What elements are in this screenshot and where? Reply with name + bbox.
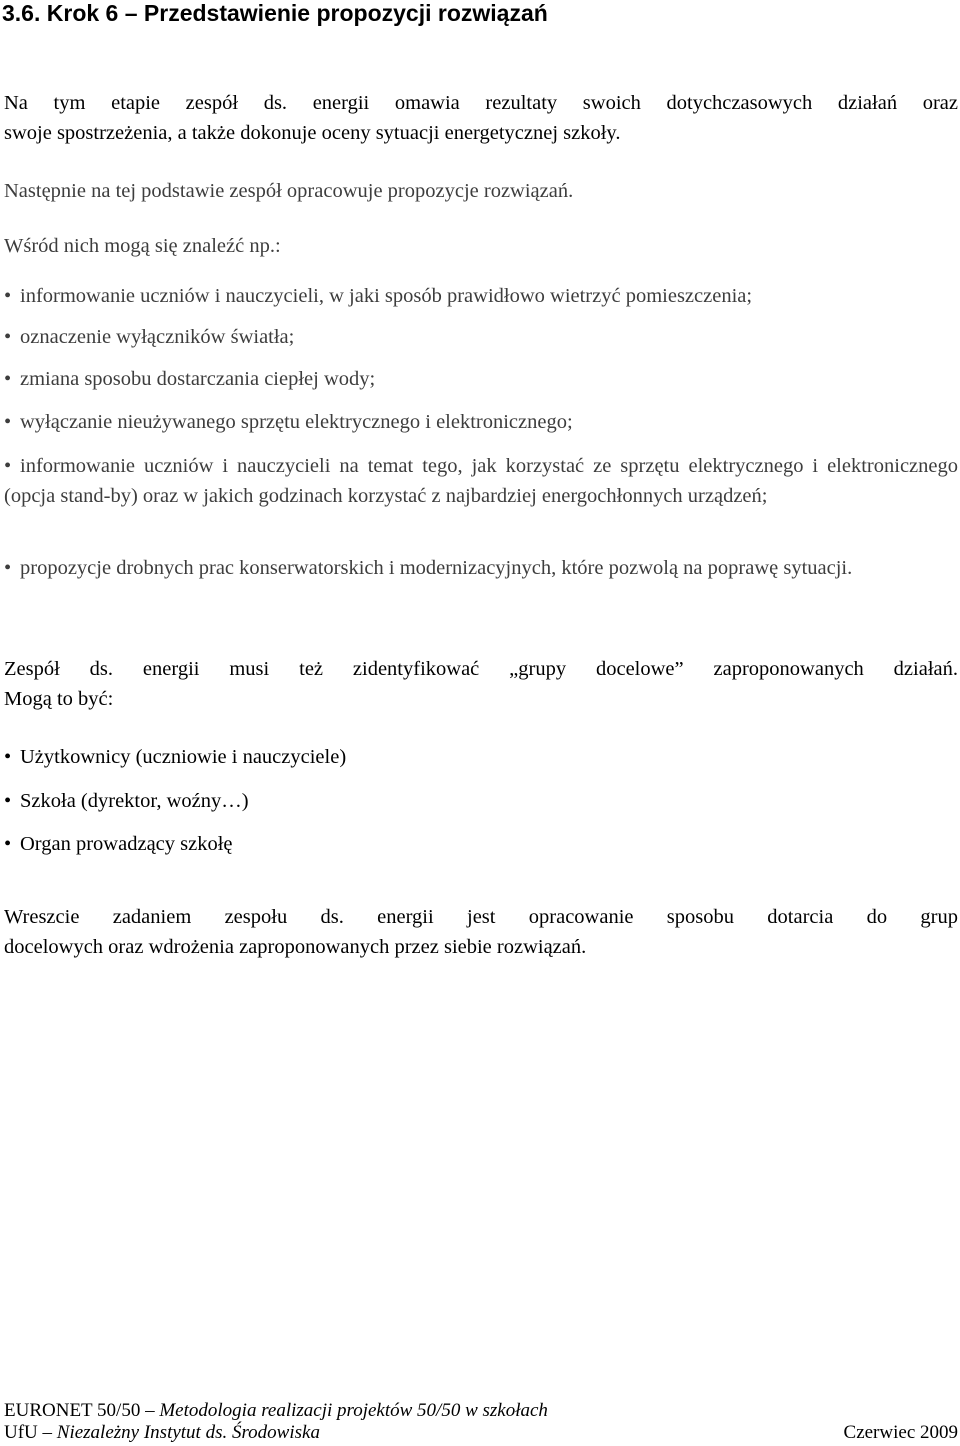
list-item-text: Szkoła (dyrektor, woźny…) <box>20 790 249 812</box>
list-item <box>4 829 958 859</box>
list-item-text: informowanie uczniów i nauczycieli na temat tego, jak korzystać ze sprzętu elektrycznego i elektronicznego (opcja stand-by) oraz w jakich godzinach korzystać z najbardziej energochłonnych urządzeń; <box>4 455 958 507</box>
list-item-text: wyłączanie nieużywanego sprzętu elektrycznego i elektronicznego; <box>20 411 573 433</box>
bullet-icon: • <box>4 455 12 477</box>
target-groups-paragraph-line-2: Mogą to być: <box>4 688 114 710</box>
bullet-icon: • <box>4 557 12 579</box>
bullet-icon: • <box>4 285 12 307</box>
list-item-text: informowanie uczniów i nauczycieli, w jaki sposób prawidłowo wietrzyć pomieszczenia; <box>20 285 753 307</box>
list-item <box>4 451 958 511</box>
list-item-text: Organ prowadzący szkołę <box>20 833 233 855</box>
next-step-paragraph: Następnie na tej podstawie zespół opracowuje propozycje rozwiązań. <box>4 180 574 202</box>
list-item <box>4 364 958 394</box>
bullet-icon: • <box>4 790 12 812</box>
intro-paragraph-line-2: swoje spostrzeżenia, a także dokonuje oceny sytuacji energetycznej szkoły. <box>4 122 621 144</box>
footer-date: Czerwiec 2009 <box>843 1422 958 1443</box>
footer-institute-line <box>4 1421 958 1445</box>
list-item <box>4 786 958 816</box>
list-item-text: zmiana sposobu dostarczania ciepłej wody; <box>20 368 376 390</box>
footer-project-line <box>4 1399 958 1423</box>
footer-project-subtitle: Metodologia realizacji projektów 50/50 w szkołach <box>159 1400 548 1421</box>
examples-intro: Wśród nich mogą się znaleźć np.: <box>4 235 281 257</box>
bullet-icon: • <box>4 411 12 433</box>
list-item-text: oznaczenie wyłączników światła; <box>20 326 295 348</box>
list-item <box>4 281 958 311</box>
list-item <box>4 553 958 583</box>
list-item <box>4 322 958 352</box>
list-item-text: propozycje drobnych prac konserwatorskich i modernizacyjnych, które pozwolą na poprawę sytuacji. <box>20 557 853 579</box>
closing-paragraph-line-1: Wreszcie zadaniem zespołu ds. energii jest opracowanie sposobu dotarcia do grup <box>4 906 958 928</box>
bullet-icon: • <box>4 833 12 855</box>
target-groups-paragraph-line-1: Zespół ds. energii musi też zidentyfikować „grupy docelowe” zaproponowanych działań. <box>4 658 958 680</box>
list-item-text: Użytkownicy (uczniowie i nauczyciele) <box>20 746 347 768</box>
list-item <box>4 742 958 772</box>
section-heading: 3.6. Krok 6 – Przedstawienie propozycji rozwiązań <box>2 0 548 26</box>
bullet-icon: • <box>4 326 12 348</box>
closing-paragraph-line-2: docelowych oraz wdrożenia zaproponowanych przez siebie rozwiązań. <box>4 936 587 958</box>
list-item <box>4 407 958 437</box>
footer-project-name: EURONET 50/50 – <box>4 1400 160 1421</box>
bullet-icon: • <box>4 746 12 768</box>
footer-institute-name: Niezależny Instytut ds. Środowiska <box>56 1422 320 1443</box>
footer-institute-abbr: UfU – <box>4 1422 57 1443</box>
bullet-icon: • <box>4 368 12 390</box>
intro-paragraph-line-1: Na tym etapie zespół ds. energii omawia rezultaty swoich dotychczasowych działań oraz <box>4 92 958 114</box>
